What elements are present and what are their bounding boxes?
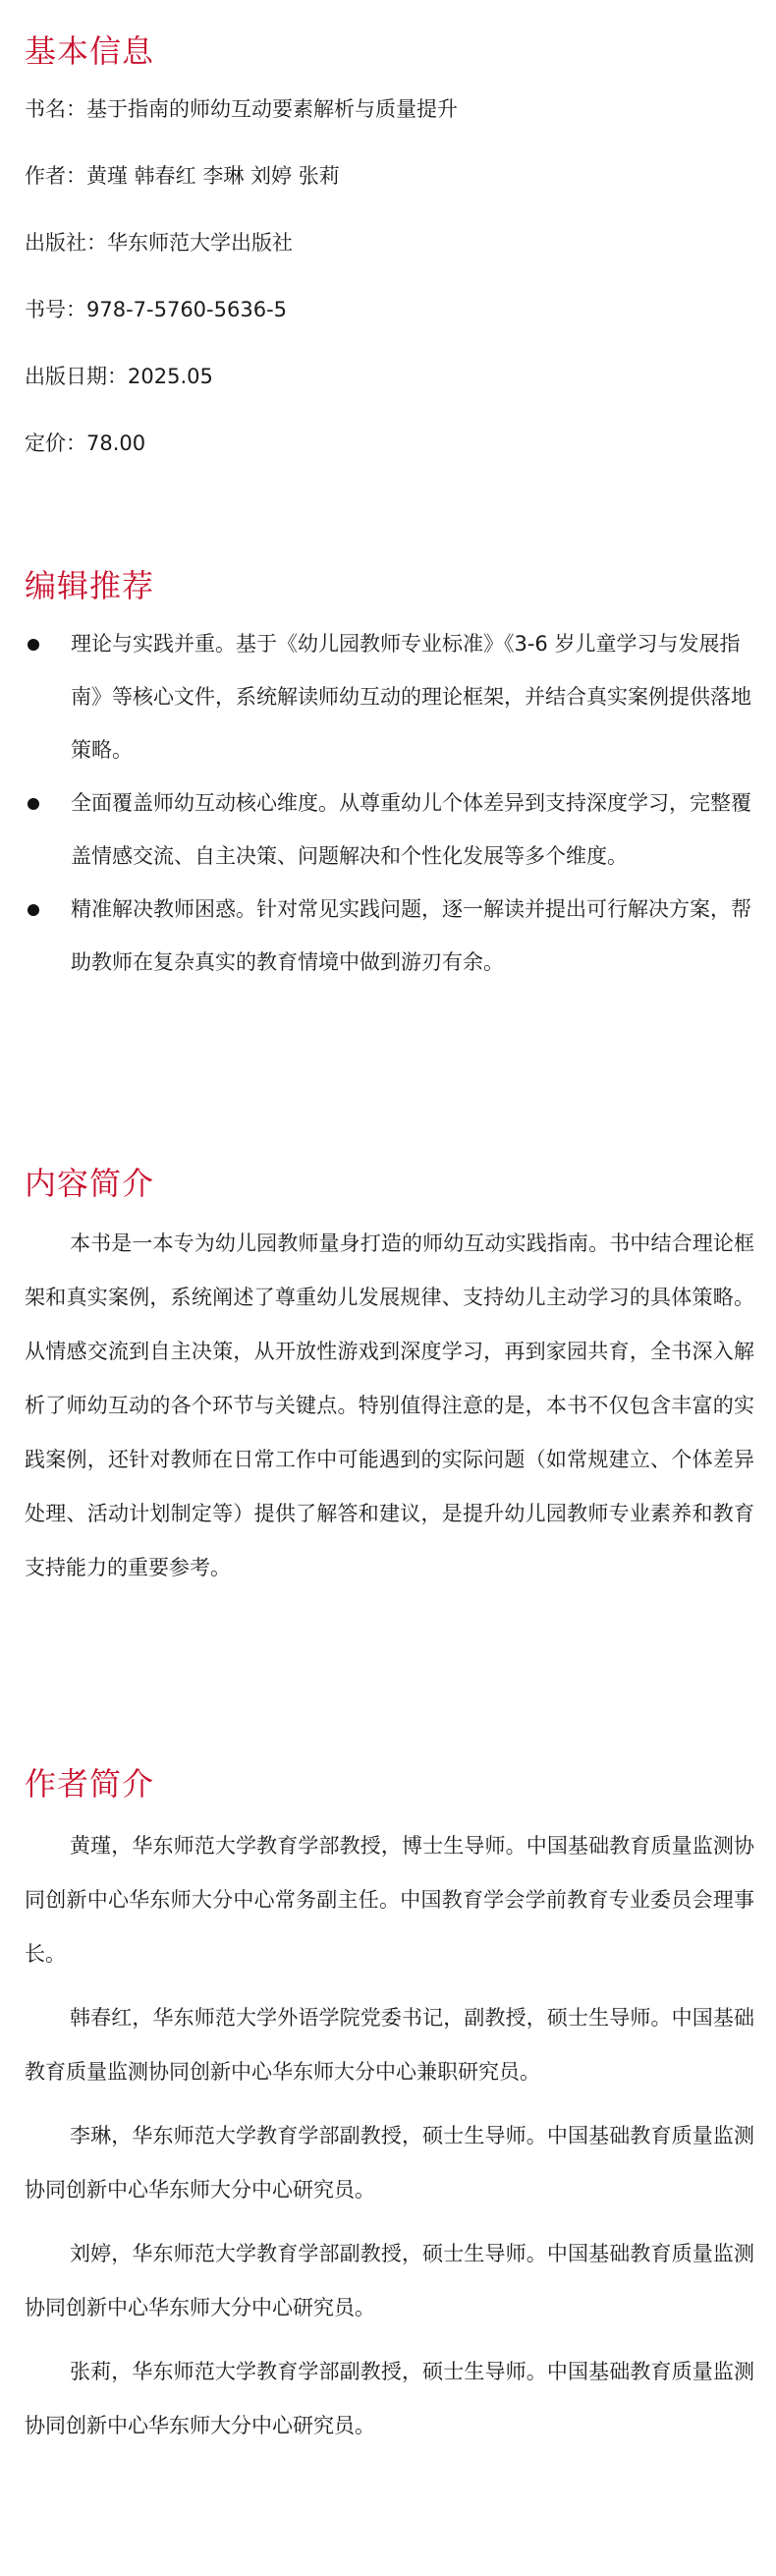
bullet-dot-icon: [28, 639, 39, 651]
editor-recommendation-heading: 编辑推荐: [25, 567, 155, 604]
book-name-line: 书名：基于指南的师幼互动要素解析与质量提升: [25, 97, 458, 121]
author-bio: 韩春红，华东师范大学外语学院党委书记，副教授，硕士生导师。中国基础教育质量监测协同创新中心华东师大分中心兼职研究员。: [25, 2006, 754, 2084]
editor-recommendation-section: [25, 562, 754, 989]
recommendation-text: 全面覆盖师幼互动核心维度。从尊重幼儿个体差异到支持深度学习，完整覆盖情感交流、自主决策、问题解决和个性化发展等多个维度。: [71, 791, 751, 868]
recommendation-item: [25, 883, 754, 989]
recommendation-list: [25, 617, 754, 989]
author-intro-section: [25, 1760, 754, 2453]
content-intro-heading: 内容简介: [25, 1165, 155, 1202]
content-intro-text: 本书是一本专为幼儿园教师量身打造的师幼互动实践指南。书中结合理论框架和真实案例，系统阐述了尊重幼儿发展规律、支持幼儿主动学习的具体策略。从情感交流到自主决策，从开放性游戏到深度学习，再到家园共育，全书深入解析了师幼互动的各个环节与关键点。特别值得注意的是，本书不仅包含丰富的实践案例，还针对教师在日常工作中可能遇到的实际问题（如常规建立、个体差异处理、活动计划制定等）提供了解答和建议，是提升幼儿园教师专业素养和教育支持能力的重要参考。: [25, 1231, 754, 1579]
author-bio: 张莉，华东师范大学教育学部副教授，硕士生导师。中国基础教育质量监测协同创新中心华东师大分中心研究员。: [25, 2360, 754, 2437]
author-intro-heading: 作者简介: [25, 1765, 155, 1803]
pub-date-line: 出版日期：2025.05: [25, 365, 213, 388]
recommendation-text: 精准解决教师困惑。针对常见实践问题，逐一解读并提出可行解决方案，帮助教师在复杂真实的教育情境中做到游刃有余。: [71, 897, 751, 974]
basic-info-section: [25, 28, 754, 459]
price-line: 定价：78.00: [25, 431, 146, 455]
recommendation-text: 理论与实践并重。基于《幼儿园教师专业标准》《3-6 岁儿童学习与发展指南》等核心文件，系统解读师幼互动的理论框架，并结合真实案例提供落地策略。: [71, 632, 751, 762]
recommendation-item: [25, 776, 754, 883]
isbn-line: 书号：978-7-5760-5636-5: [25, 298, 288, 321]
recommendation-item: [25, 617, 754, 776]
author-bio: 黄瑾，华东师范大学教育学部教授，博士生导师。中国基础教育质量监测协同创新中心华东师大分中心常务副主任。中国教育学会学前教育专业委员会理事长。: [25, 1834, 754, 1966]
publisher-line: 出版社：华东师范大学出版社: [25, 231, 293, 255]
bullet-dot-icon: [28, 904, 39, 916]
author-bio: 刘婷，华东师范大学教育学部副教授，硕士生导师。中国基础教育质量监测协同创新中心华东师大分中心研究员。: [25, 2242, 754, 2319]
bullet-dot-icon: [28, 798, 39, 810]
authors-line: 作者：黄瑾 韩春红 李琳 刘婷 张莉: [25, 164, 340, 188]
content-intro-section: [25, 1160, 754, 1595]
author-bio: 李琳，华东师范大学教育学部副教授，硕士生导师。中国基础教育质量监测协同创新中心华东师大分中心研究员。: [25, 2124, 754, 2202]
basic-info-heading: 基本信息: [25, 32, 155, 70]
